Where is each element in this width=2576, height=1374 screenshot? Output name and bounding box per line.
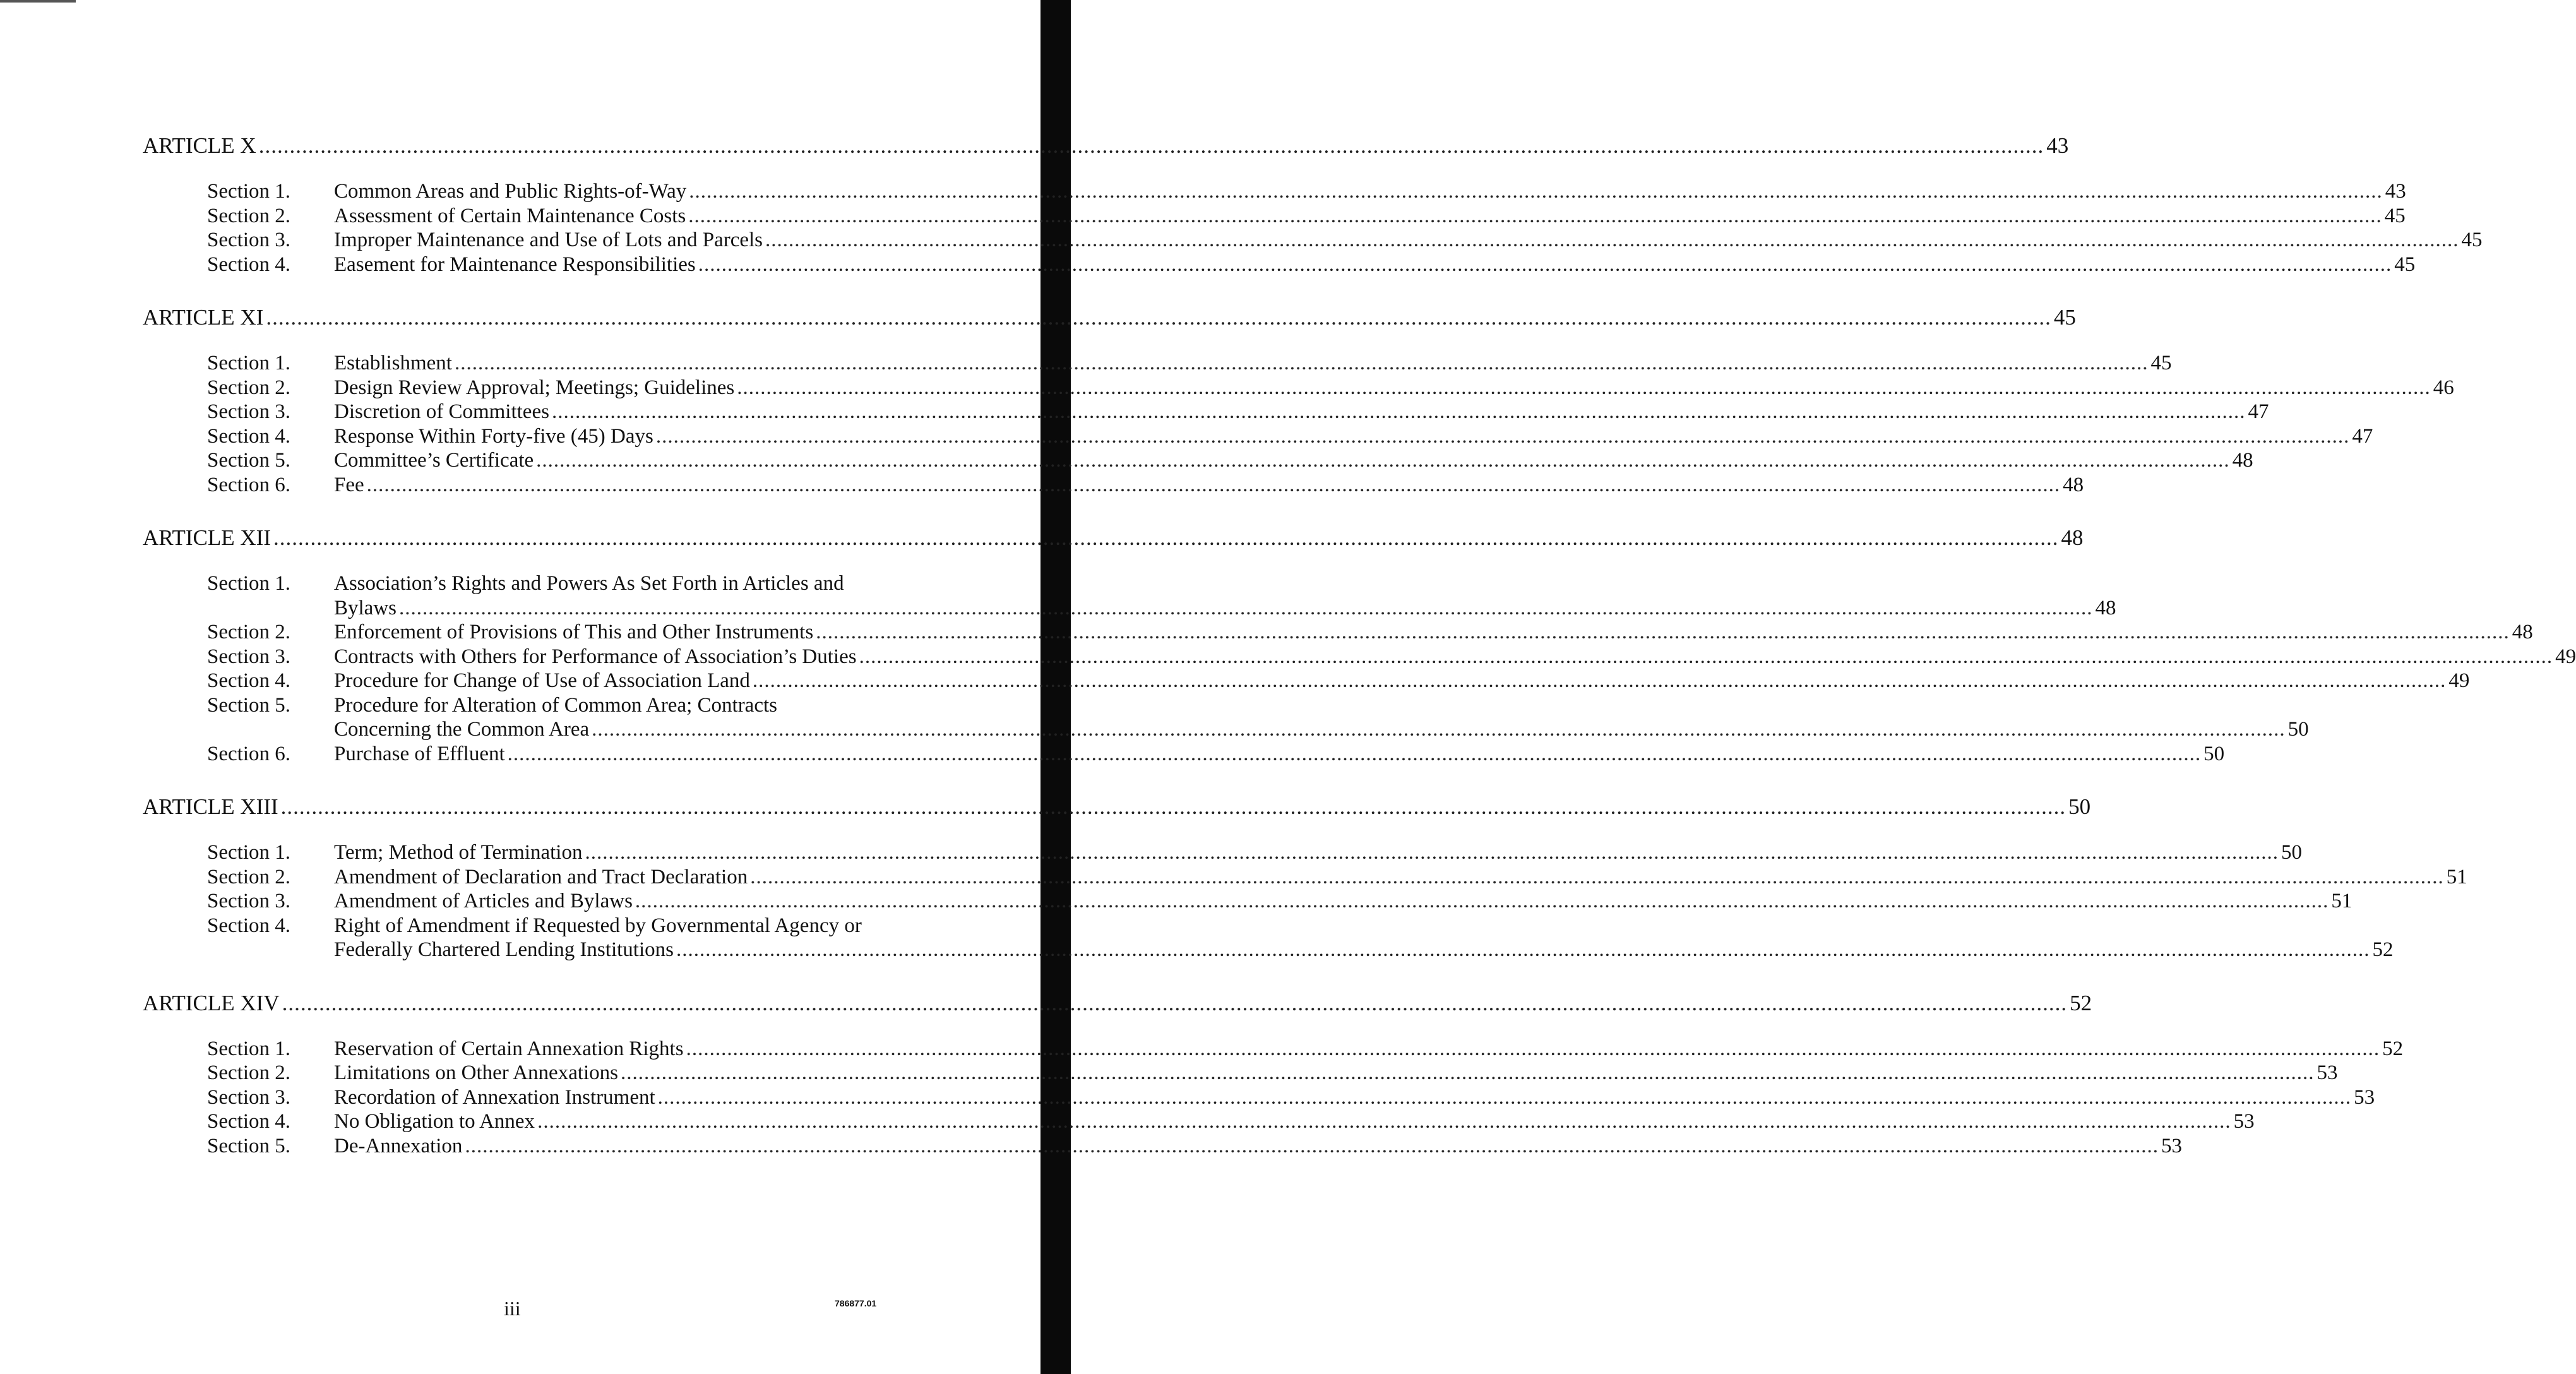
- toc-article: [143, 525, 2576, 766]
- section-page: 48: [2232, 449, 2253, 472]
- toc-article: [143, 990, 2404, 1159]
- section-title: Committee’s Certificate: [334, 449, 534, 472]
- article-title: ARTICLE XIV: [143, 990, 280, 1015]
- section-number: Section 2.: [207, 621, 290, 643]
- section-title: Amendment of Articles and Bylaws: [334, 890, 633, 912]
- dot-leader: [266, 304, 2051, 331]
- section-number: Section 3.: [207, 890, 290, 912]
- dot-leader: [816, 620, 2510, 645]
- dot-leader: [656, 424, 2350, 449]
- toc-section-row: [143, 693, 2309, 742]
- section-page: 52: [2382, 1037, 2404, 1060]
- scan-mark: [0, 0, 76, 3]
- toc-section-row: [143, 179, 2406, 204]
- toc-article: [143, 794, 2467, 962]
- section-page: 45: [2394, 253, 2416, 276]
- toc-section-row: [143, 1109, 2255, 1134]
- toc-section-row: [143, 669, 2470, 693]
- section-list: [143, 840, 2467, 962]
- section-page: 52: [2372, 938, 2394, 961]
- dot-leader: [698, 253, 2392, 277]
- section-page: 45: [2150, 352, 2172, 374]
- dot-leader: [592, 717, 2286, 742]
- section-page: 46: [2433, 376, 2454, 399]
- article-title: ARTICLE XII: [143, 525, 271, 550]
- section-title: Assessment of Certain Maintenance Costs: [334, 204, 686, 227]
- article-title: ARTICLE X: [143, 133, 256, 158]
- dot-leader: [686, 1037, 2380, 1061]
- toc-section-row: [143, 351, 2172, 376]
- toc-section-row: [143, 645, 2576, 669]
- section-number: Section 4.: [207, 1110, 290, 1133]
- article-heading: [143, 794, 2091, 820]
- toc-section-row: [143, 1037, 2404, 1061]
- section-page: 43: [2385, 180, 2406, 203]
- dot-leader: [750, 865, 2444, 890]
- section-page: 53: [2161, 1134, 2182, 1157]
- section-number: Section 1.: [207, 352, 290, 374]
- section-title: Procedure for Change of Use of Association Land: [334, 669, 750, 692]
- article-page: 48: [2061, 525, 2084, 550]
- article-page: 50: [2068, 794, 2091, 819]
- section-number: Section 3.: [207, 645, 290, 668]
- toc-section-row: [143, 571, 2116, 620]
- section-number: Section 2.: [207, 865, 290, 888]
- section-title: Enforcement of Provisions of This and Other Instruments: [334, 621, 814, 643]
- section-title: Response Within Forty-five (45) Days: [334, 424, 653, 448]
- section-title: Federally Chartered Lending Institutions: [334, 938, 674, 961]
- article-heading: [143, 525, 2084, 551]
- dot-leader: [399, 596, 2093, 621]
- section-title: Concerning the Common Area: [334, 718, 590, 741]
- article-heading: [143, 990, 2092, 1017]
- section-number: Section 2.: [207, 1061, 290, 1084]
- dot-leader: [753, 669, 2447, 693]
- article-page: 52: [2070, 990, 2092, 1015]
- section-page: 53: [2354, 1085, 2375, 1109]
- toc-section-row: [143, 228, 2483, 253]
- toc-article: [143, 304, 2454, 497]
- toc-section-row: [143, 376, 2454, 400]
- toc-section-row: [143, 204, 2406, 229]
- document-code: 786877.01: [835, 1298, 877, 1308]
- section-number: Section 4.: [207, 914, 290, 937]
- section-title: De-Annexation: [334, 1134, 463, 1157]
- article-heading: [143, 304, 2076, 331]
- toc-section-row: [143, 473, 2084, 498]
- section-page: 50: [2281, 841, 2302, 864]
- dot-leader: [273, 525, 2059, 551]
- section-title: Term; Method of Termination: [334, 841, 583, 864]
- section-number: Section 3.: [207, 1085, 290, 1109]
- section-number: Section 4.: [207, 669, 290, 692]
- toc-section-row: [143, 742, 2225, 767]
- section-page: 49: [2555, 645, 2576, 668]
- section-title: Right of Amendment if Requested by Governmental Agency or: [334, 914, 862, 937]
- section-title: Discretion of Committees: [334, 400, 549, 423]
- section-title: Common Areas and Public Rights-of-Way: [334, 180, 687, 203]
- section-title: Reservation of Certain Annexation Rights: [334, 1037, 684, 1060]
- section-title: Design Review Approval; Meetings; Guidelines: [334, 376, 735, 399]
- section-number: Section 2.: [207, 204, 290, 227]
- article-heading: [143, 133, 2069, 159]
- dot-leader: [765, 228, 2459, 253]
- section-title: No Obligation to Annex: [334, 1110, 535, 1133]
- dot-leader: [465, 1134, 2159, 1159]
- dot-leader: [585, 840, 2279, 865]
- section-title: Easement for Maintenance Responsibilities: [334, 253, 696, 276]
- section-page: 50: [2203, 742, 2225, 765]
- dot-leader: [688, 204, 2382, 229]
- section-title: Recordation of Annexation Instrument: [334, 1085, 655, 1109]
- table-of-contents: [143, 133, 2576, 1186]
- dot-leader: [536, 448, 2230, 473]
- section-number: Section 1.: [207, 841, 290, 864]
- section-page: 47: [2352, 424, 2373, 448]
- section-number: Section 2.: [207, 376, 290, 399]
- section-list: [143, 179, 2483, 277]
- toc-section-row: [143, 1085, 2375, 1110]
- toc-section-row: [143, 253, 2416, 277]
- section-title: Purchase of Effluent: [334, 742, 505, 765]
- dot-leader: [658, 1085, 2352, 1110]
- section-page: 48: [2512, 621, 2533, 643]
- section-number: Section 5.: [207, 693, 290, 717]
- section-number: Section 5.: [207, 449, 290, 472]
- section-title: Limitations on Other Annexations: [334, 1061, 619, 1084]
- section-page: 45: [2384, 204, 2406, 227]
- section-number: Section 3.: [207, 400, 290, 423]
- dot-leader: [676, 938, 2370, 962]
- toc-section-row: [143, 889, 2352, 914]
- dot-leader: [282, 990, 2068, 1017]
- section-page: 48: [2063, 473, 2084, 496]
- section-number: Section 1.: [207, 180, 290, 203]
- section-title: Bylaws: [334, 596, 397, 619]
- section-list: [143, 571, 2576, 766]
- dot-leader: [859, 645, 2553, 669]
- section-title: Procedure for Alteration of Common Area; Contracts: [334, 693, 777, 717]
- dot-leader: [737, 376, 2431, 400]
- toc-article: [143, 133, 2483, 277]
- section-page: 53: [2233, 1110, 2255, 1133]
- article-title: ARTICLE XI: [143, 305, 264, 330]
- article-title: ARTICLE XIII: [143, 794, 278, 819]
- section-title: Fee: [334, 473, 364, 496]
- section-number: Section 1.: [207, 1037, 290, 1060]
- article-page: 45: [2053, 305, 2076, 330]
- dot-leader: [635, 889, 2329, 914]
- toc-section-row: [143, 424, 2373, 449]
- toc-section-row: [143, 400, 2269, 424]
- toc-section-row: [143, 914, 2394, 962]
- section-title: Contracts with Others for Performance of Association’s Duties: [334, 645, 857, 668]
- dot-leader: [621, 1061, 2315, 1085]
- toc-section-row: [143, 1061, 2338, 1085]
- toc-section-row: [143, 1134, 2182, 1159]
- article-page: 43: [2046, 133, 2069, 158]
- dot-leader: [689, 179, 2383, 204]
- toc-section-row: [143, 448, 2253, 473]
- section-number: Section 6.: [207, 742, 290, 765]
- section-list: [143, 351, 2454, 497]
- toc-section-row: [143, 865, 2467, 890]
- section-page: 49: [2448, 669, 2470, 692]
- section-title: Amendment of Declaration and Tract Declaration: [334, 865, 748, 888]
- section-title: Establishment: [334, 352, 452, 374]
- section-number: Section 6.: [207, 473, 290, 496]
- section-title: Improper Maintenance and Use of Lots and Parcels: [334, 229, 763, 251]
- section-page: 48: [2095, 596, 2116, 619]
- dot-leader: [281, 794, 2066, 820]
- dot-leader: [537, 1109, 2231, 1134]
- toc-section-row: [143, 840, 2302, 865]
- section-page: 51: [2331, 890, 2352, 912]
- section-page: 51: [2446, 865, 2467, 888]
- section-page: 50: [2287, 718, 2309, 741]
- section-page: 47: [2248, 400, 2269, 423]
- dot-leader: [367, 473, 2061, 498]
- section-page: 53: [2317, 1061, 2338, 1084]
- dot-leader: [552, 400, 2246, 424]
- section-page: 45: [2461, 229, 2483, 251]
- section-number: Section 4.: [207, 424, 290, 448]
- dot-leader: [508, 742, 2202, 767]
- section-list: [143, 1037, 2404, 1159]
- dot-leader: [455, 351, 2149, 376]
- section-number: Section 4.: [207, 253, 290, 276]
- section-number: Section 3.: [207, 229, 290, 251]
- section-number: Section 1.: [207, 572, 290, 595]
- page-number: iii: [504, 1297, 521, 1320]
- section-number: Section 5.: [207, 1134, 290, 1157]
- toc-section-row: [143, 620, 2533, 645]
- section-title: Association’s Rights and Powers As Set Forth in Articles and: [334, 572, 844, 595]
- dot-leader: [259, 133, 2044, 159]
